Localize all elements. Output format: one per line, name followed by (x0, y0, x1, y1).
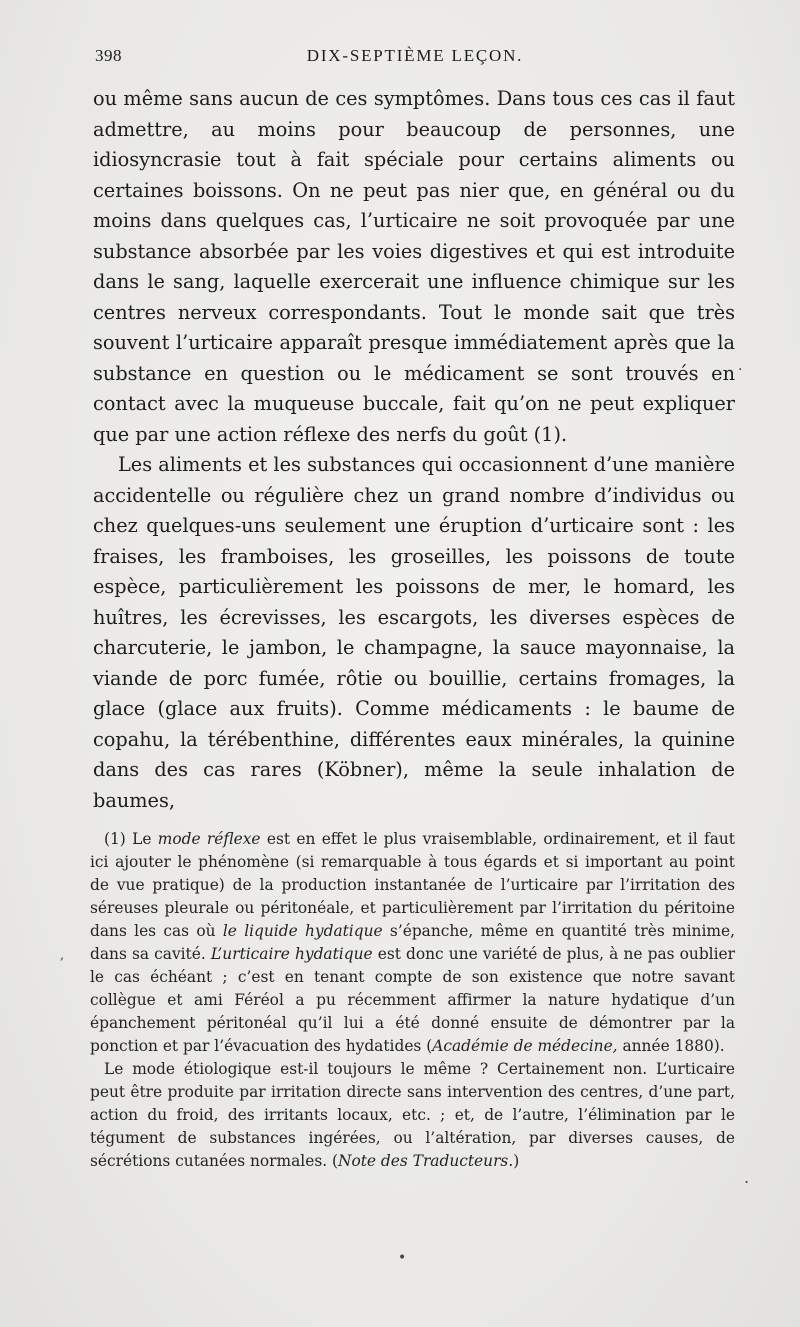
note-des-traducteurs: Note des Traducteurs. (338, 1152, 514, 1170)
footnote-block (90, 828, 735, 1173)
main-text (93, 84, 735, 816)
citation-academie: Académie de médecine, (432, 1037, 618, 1055)
term-urticaire-hydatique: L’urticaire hydatique (210, 945, 373, 963)
ink-speck: , (60, 948, 65, 963)
running-head: DIX-SEPTIÈME LEÇON. (306, 46, 524, 65)
ink-speck: • (398, 1250, 407, 1266)
page-header (95, 46, 735, 76)
ink-speck: · (738, 362, 743, 378)
footnote-1: (1) Le mode réflexe est en effet le plus vraisemblable, ordinairement, et il faut ici ajouter le phénomène (si remarquable à tous égards et si important au point de vue pratique) de la production instantanée de l’urticaire par l’irritation des séreuses pleurale ou péritonéale, et particulièrement par l’irritation du péritoine dans les cas où le liquide hydatique s’épanche, même en quantité très minime, dans sa cavité. L’urticaire hydatique est donc une variété de plus, à ne pas oublier le cas échéant ; c’est en tenant compte de son existence que notre savant collègue et ami Féréol a pu récemment affirmer la nature hydatique d’un épanchement péritonéal qu’il lui a été donné ensuite de démontrer par la ponction et par l’évacuation des hydatides (Académie de médecine, année 1880). (90, 830, 735, 1055)
term-mode-reflexe: mode réflexe (157, 830, 261, 848)
paragraph-2: Les aliments et les substances qui occasionnent d’une manière accidentelle ou régulière chez un grand nombre d’individus ou chez quelques-uns seulement une éruption d’urticaire sont : les fraises, les framboises, les groseilles, les poissons de toute espèce, particulièrement les poissons de mer, le homard, les huîtres, les écrevisses, les escargots, les diverses espèces de charcuterie, le jambon, le champagne, la sauce mayonnaise, la viande de porc fumée, rôtie ou bouillie, certains fromages, la glace (glace aux fruits). Comme médicaments : le baume de copahu, la térébenthine, différentes eaux minérales, la quinine dans des cas rares (Köbner), même la seule inhalation de baumes, (93, 453, 735, 812)
ink-speck: . (744, 1168, 750, 1187)
page-number: 398 (95, 46, 122, 65)
footnote-continuation: Le mode étiologique est-il toujours le même ? Certainement non. L’urticaire peut être produite par irritation directe sans intervention des centres, d’une part, action du froid, des irritants locaux, etc. ; et, de l’autre, l’élimination par le tégument de substances ingérées, ou l’altération, par diverses causes, de sécrétions cutanées normales. (Note des Traducteurs.) (90, 1060, 735, 1170)
term-liquide-hydatique: le liquide hydatique (222, 922, 383, 940)
paragraph-1: ou même sans aucun de ces symptômes. Dans tous ces cas il faut admettre, au moins pour beaucoup de personnes, une idiosyncrasie tout à fait spéciale pour certains aliments ou certaines boissons. On ne peut pas nier que, en général ou du moins dans quelques cas, l’urticaire ne soit provoquée par une substance absorbée par les voies digestives et qui est introduite dans le sang, laquelle exercerait une influence chimique sur les centres nerveux correspondants. Tout le monde sait que très souvent l’urticaire apparaît presque immédiatement après que la substance en question ou le médicament se sont trouvés en contact avec la muqueuse buccale, fait qu’on ne peut expliquer que par une action réflexe des nerfs du goût (1). (93, 87, 735, 446)
